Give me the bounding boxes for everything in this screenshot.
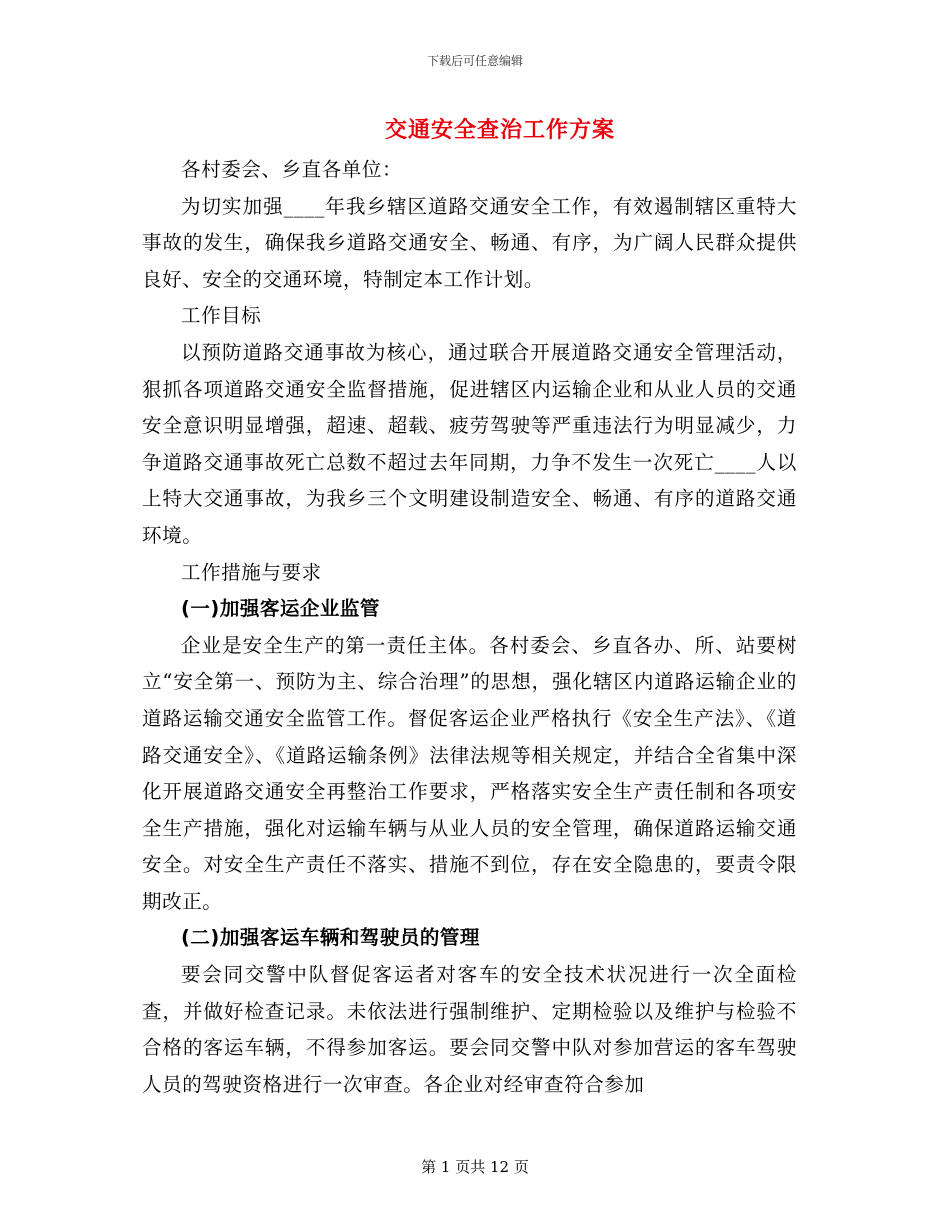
intro-paragraph: 为切实加强____年我乡辖区道路交通安全工作，有效遏制辖区重特大事故的发生，确保我乡道路交通安全、畅通、有序，为广阔人民群众提供良好、安全的交通环境，特制定本工作计划。 — [142, 194, 797, 291]
subsection-1-body: 企业是安全生产的第一责任主体。各村委会、乡直各办、所、站要树立“安全第一、预防为主、综合治理”的思想，强化辖区内道路运输企业的道路运输交通安全监管工作。督促客运企业严格执行《安全生产法》、《道路交通安全》、《道路运输条例》法律法规等相关规定，并结合全省集中深化开展道路交通安全再整治工作要求，严格落实安全生产责任制和各项安全生产措施，强化对运输车辆与从业人员的安全管理，确保道路运输交通安全。对安全生产责任不落实、措施不到位，存在安全隐患的，要责令限期改正。 — [142, 633, 797, 913]
page-number: 第 1 页共 12 页 — [421, 1158, 529, 1176]
section-goals-body: 以预防道路交通事故为核心，通过联合开展道路交通安全管理活动，狠抓各项道路交通安全监督措施，促进辖区内运输企业和从业人员的交通安全意识明显增强，超速、超载、疲劳驾驶等严重违法行为明显减少，力争道路交通事故死亡总数不超过去年同期，力争不发生一次死亡____人以上特大交通事故，为我乡三个文明建设制造安全、畅通、有序的道路交通环境。 — [142, 340, 797, 547]
section-measures-title: 工作措施与要求 — [181, 560, 322, 584]
subsection-2-title: (二)加强客运车辆和驾驶员的管理 — [181, 926, 480, 950]
section-goals-title: 工作目标 — [181, 304, 262, 328]
document-title: 交通安全查治工作方案 — [384, 117, 615, 143]
subsection-1-title: (一)加强客运企业监管 — [181, 597, 380, 621]
subsection-2-body: 要会同交警中队督促客运者对客车的安全技术状况进行一次全面检查，并做好检查记录。未依法进行强制维护、定期检验以及维护与检验不合格的客运车辆，不得参加客运。要会同交警中队对参加营运的客车驾驶人员的驾驶资格进行一次审查。各企业对经审查符合参加 — [142, 963, 797, 1096]
document-body — [142, 152, 797, 1103]
header-note: 下载后可任意编辑 — [426, 54, 523, 68]
salutation: 各村委会、乡直各单位： — [181, 158, 403, 181]
